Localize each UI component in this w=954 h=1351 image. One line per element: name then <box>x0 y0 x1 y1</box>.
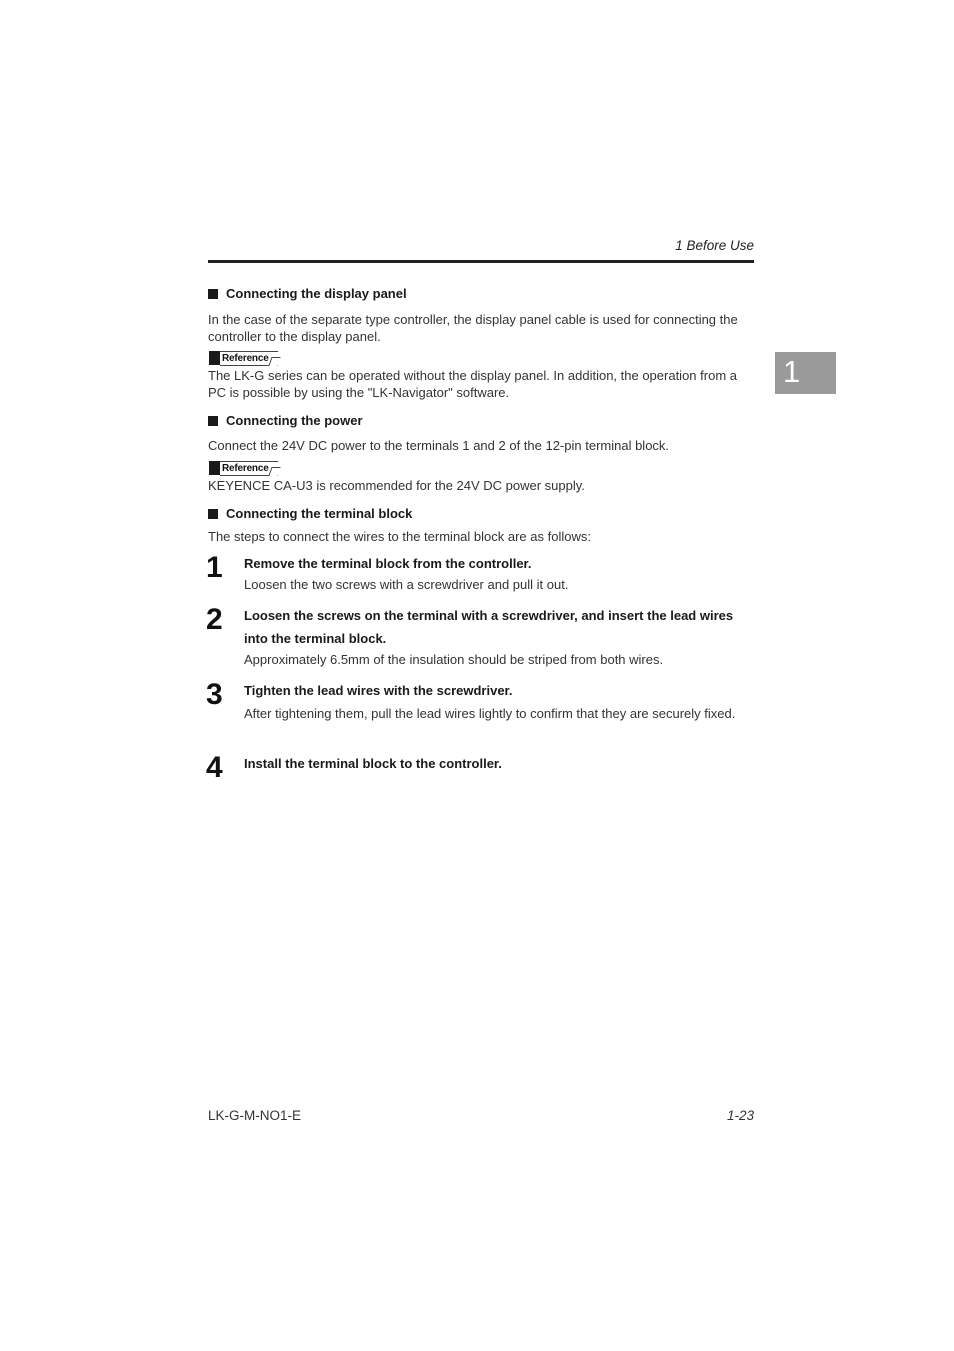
header-rule <box>208 260 754 263</box>
step-description: Approximately 6.5mm of the insulation should be striped from both wires. <box>244 652 664 667</box>
section-heading <box>208 413 363 429</box>
step-title: Install the terminal block to the controller. <box>244 756 502 771</box>
step-title: Tighten the lead wires with the screwdriver. <box>244 683 513 698</box>
step-number: 2 <box>206 603 223 636</box>
step-number: 4 <box>206 751 223 784</box>
step-title: Remove the terminal block from the controller. <box>244 556 532 571</box>
reference-label: Reference <box>220 351 278 366</box>
section-heading-text: Connecting the display panel <box>226 286 407 301</box>
chapter-tab-number: 1 <box>783 354 801 389</box>
bullet-square-icon <box>208 289 218 299</box>
step-description: Loosen the two screws with a screwdriver and pull it out. <box>244 577 569 592</box>
chapter-tab <box>775 352 836 394</box>
section-body: The steps to connect the wires to the terminal block are as follows: <box>208 529 591 544</box>
reference-icon <box>208 460 278 476</box>
section-body: Connect the 24V DC power to the terminals 1 and 2 of the 12-pin terminal block. <box>208 438 670 453</box>
step-description: After tightening them, pull the lead wires lightly to confirm that they are securely fixed. <box>244 706 736 721</box>
reference-text: KEYENCE CA-U3 is recommended for the 24V DC power supply. <box>208 478 585 493</box>
step-number: 1 <box>206 551 223 584</box>
reference-text: The LK-G series can be operated without the display panel. In addition, the operation from a PC is possible by using the "LK-Navigator" software. <box>208 368 737 400</box>
bullet-square-icon <box>208 509 218 519</box>
page-number: 1-23 <box>726 1108 754 1123</box>
section-heading-text: Connecting the power <box>226 413 363 428</box>
section-heading <box>208 286 407 302</box>
section-heading <box>208 506 412 522</box>
step-title: Loosen the screws on the terminal with a screwdriver, and insert the lead wires into the terminal block. <box>244 608 734 646</box>
bullet-square-icon <box>208 416 218 426</box>
section-body: In the case of the separate type controller, the display panel cable is used for connecting the controller to the display panel. <box>208 312 738 344</box>
reference-icon <box>208 350 278 366</box>
section-heading-text: Connecting the terminal block <box>226 506 413 521</box>
document-code: LK-G-M-NO1-E <box>208 1108 302 1123</box>
running-header: 1 Before Use <box>675 238 754 253</box>
step-number: 3 <box>206 678 223 711</box>
reference-label: Reference <box>220 461 278 476</box>
